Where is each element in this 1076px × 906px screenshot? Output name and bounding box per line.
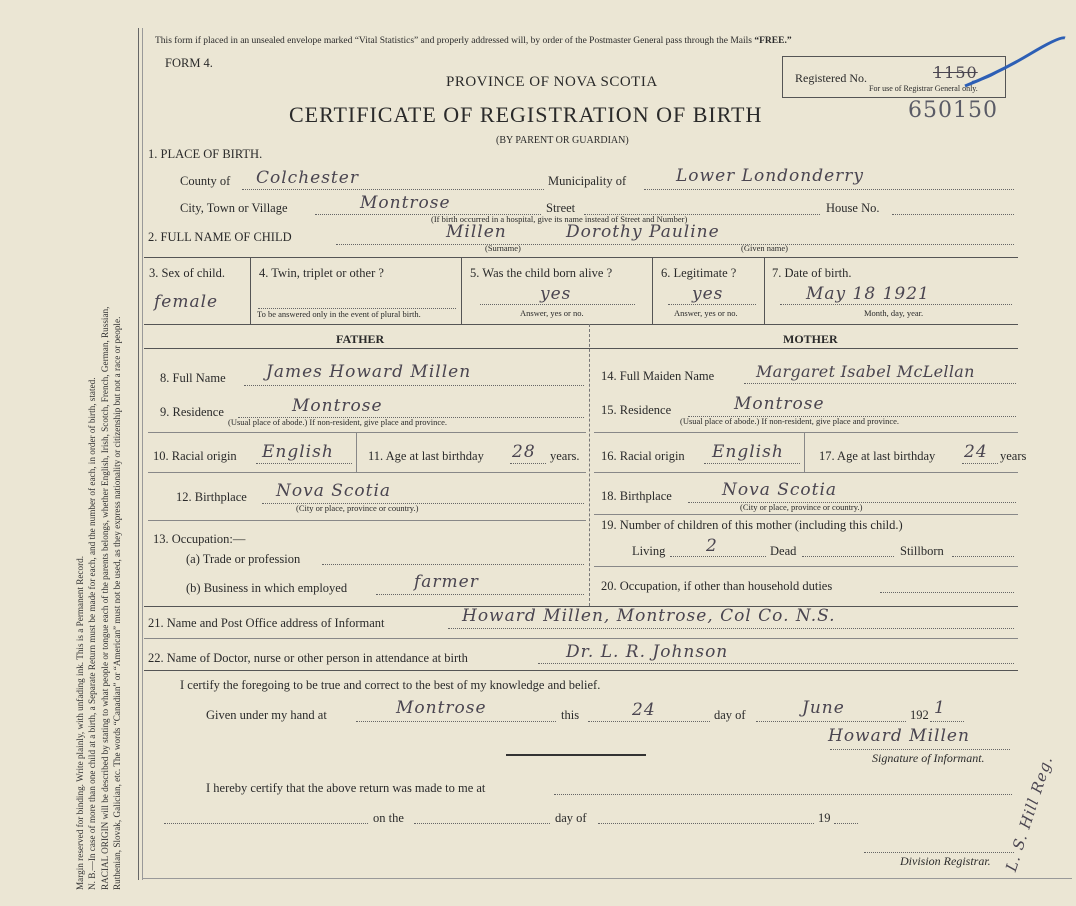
dead-label: Dead [770, 544, 797, 558]
mother-occupation-line [880, 592, 1014, 593]
day-line [588, 721, 710, 722]
father-age-label: 11. Age at last birthday [368, 449, 484, 463]
municipality-line [644, 189, 1014, 190]
on-the-label: on the [373, 811, 404, 825]
col-divider-1 [250, 257, 251, 324]
county-value: Colchester [256, 168, 359, 188]
father-row-line-2 [148, 472, 586, 473]
mother-age-label: 17. Age at last birthday [819, 449, 936, 463]
doctor-line [538, 663, 1014, 664]
informant-signature: Howard Millen [828, 726, 970, 746]
mother-row-line-1 [594, 432, 1018, 433]
mother-heading: MOTHER [783, 332, 838, 346]
informant-line [448, 628, 1014, 629]
stamped-number: 650150 [908, 98, 998, 123]
county-label: County of [180, 174, 231, 188]
mother-birthplace-caption: (City or place, province or country.) [740, 502, 863, 512]
father-name-value: James Howard Millen [266, 362, 472, 382]
certificate-title: CERTIFICATE OF REGISTRATION OF BIRTH [289, 102, 763, 127]
father-birthplace-caption: (City or place, province or country.) [296, 503, 419, 513]
mother-name-line [744, 383, 1016, 384]
mother-race-value: English [712, 442, 784, 462]
mother-birthplace-label: 18. Birthplace [601, 489, 672, 503]
parents-divider [589, 324, 590, 606]
father-race-value: English [262, 442, 334, 462]
registrar-month-line [598, 823, 814, 824]
margin-line-2: N. B.—In case of more than one child at a birth, a Separate Return must be made for each, and the number of each, in order of birth, stated. [87, 377, 98, 890]
father-business-value: farmer [414, 572, 479, 592]
living-line [670, 556, 766, 557]
legitimate-value: yes [692, 284, 724, 304]
registrar-place-line [554, 794, 1012, 795]
province-heading: PROVINCE OF NOVA SCOTIA [446, 74, 658, 90]
father-birthplace-value: Nova Scotia [276, 481, 392, 501]
year-suffix: 1 [934, 698, 946, 718]
mother-residence-value: Montrose [734, 394, 825, 414]
child-name-line [336, 244, 1014, 245]
county-line [242, 189, 544, 190]
city-label: City, Town or Village [180, 201, 288, 215]
registrar-use-note: For use of Registrar General only. [869, 84, 978, 93]
registrar-initials: L. S. Hill Reg. [1002, 753, 1057, 874]
father-age-value: 28 [512, 442, 536, 462]
date-of-birth-line [780, 304, 1012, 305]
stillborn-label: Stillborn [900, 544, 944, 558]
mother-residence-label: 15. Residence [601, 403, 672, 417]
mother-birthplace-value: Nova Scotia [722, 480, 838, 500]
year-line [930, 721, 964, 722]
legitimate-label: 6. Legitimate ? [661, 266, 737, 280]
father-heading: FATHER [336, 332, 385, 346]
registrar-caption: Division Registrar. [900, 854, 991, 868]
mother-age-value: 24 [964, 442, 988, 462]
row-bottom-border [144, 324, 1018, 325]
father-name-label: 8. Full Name [160, 371, 226, 385]
house-line [892, 214, 1014, 215]
mail-notice: This form if placed in an unsealed envelope marked “Vital Statistics” and properly addressed will, by order of the Postmaster General pass through the Mails “FREE.” [155, 36, 792, 46]
mother-race-divider [804, 432, 805, 472]
mother-residence-caption: (Usual place of abode.) If non-resident, give place and province. [680, 416, 900, 426]
day-of-label: day of [714, 708, 746, 722]
father-trade-label: (a) Trade or profession [186, 552, 301, 566]
separator-rule [506, 754, 646, 756]
hospital-note: (If birth occurred in a hospital, give its name instead of Street and Number) [431, 214, 688, 224]
registered-label: Registered No. [795, 71, 867, 85]
city-value: Montrose [360, 193, 451, 213]
mother-children-label: 19. Number of children of this mother (including this child.) [601, 518, 903, 532]
mother-race-label: 16. Racial origin [601, 449, 685, 463]
bottom-border [142, 878, 1072, 879]
father-race-label: 10. Racial origin [153, 449, 237, 463]
living-value: 2 [706, 536, 718, 556]
child-name-label: 2. FULL NAME OF CHILD [148, 230, 292, 244]
left-border [138, 28, 139, 880]
form-number: FORM 4. [165, 56, 213, 70]
registered-value: 1150 [933, 63, 978, 82]
margin-notes [74, 20, 123, 890]
father-occupation-label: 13. Occupation:— [153, 532, 246, 546]
blue-check-mark [960, 34, 1070, 94]
informant-mid-line [144, 638, 1018, 639]
certificate-subtitle: (BY PARENT OR GUARDIAN) [496, 135, 629, 146]
stillborn-line [952, 556, 1014, 557]
mother-occupation-label: 20. Occupation, if other than household duties [601, 579, 833, 593]
mother-row-line-2 [594, 472, 1018, 473]
place-of-birth-heading: 1. PLACE OF BIRTH. [148, 147, 263, 161]
twin-label: 4. Twin, triplet or other ? [259, 266, 384, 280]
certify-statement: I certify the foregoing to be true and correct to the best of my knowledge and belief. [180, 678, 601, 692]
parents-header-line [144, 348, 1018, 349]
surname-caption: (Surname) [485, 243, 521, 253]
given-place-value: Montrose [396, 698, 487, 718]
father-birthplace-label: 12. Birthplace [176, 490, 247, 504]
house-label: House No. [826, 201, 880, 215]
street-label: Street [546, 201, 576, 215]
mother-age-line [962, 463, 998, 464]
father-residence-value: Montrose [292, 396, 383, 416]
mother-race-line [704, 463, 800, 464]
legitimate-caption: Answer, yes or no. [674, 308, 738, 318]
day-value: 24 [632, 700, 656, 720]
registrar-year-line [834, 823, 858, 824]
col-divider-3 [652, 257, 653, 324]
free-label: “FREE.” [754, 36, 792, 46]
doctor-label: 22. Name of Doctor, nurse or other person in attendance at birth [148, 651, 468, 665]
father-residence-caption: (Usual place of abode.) If non-resident, give place and province. [228, 417, 448, 427]
this-label: this [561, 708, 580, 722]
date-of-birth-value: May 18 1921 [806, 284, 930, 304]
mother-name-value: Margaret Isabel McLellan [756, 362, 975, 381]
father-race-divider [356, 432, 357, 472]
registrar-certify: I hereby certify that the above return was made to me at [206, 781, 486, 795]
father-age-line [510, 463, 546, 464]
father-residence-label: 9. Residence [160, 405, 224, 419]
municipality-label: Municipality of [548, 174, 627, 188]
left-border-inner [142, 28, 143, 880]
year-prefix: 192 [910, 708, 929, 722]
mother-row-line-4 [594, 566, 1018, 567]
registrar-day-line [414, 823, 550, 824]
twin-note: To be answered only in the event of plural birth. [257, 309, 421, 319]
registrar-day-of-label: day of [555, 811, 587, 825]
registrar-year-label: 19 [818, 811, 831, 825]
child-surname: Millen [446, 222, 507, 242]
date-of-birth-caption: Month, day, year. [864, 308, 924, 318]
born-alive-line [480, 304, 635, 305]
dead-line [802, 556, 894, 557]
father-row-line-3 [148, 520, 586, 521]
born-alive-label: 5. Was the child born alive ? [470, 266, 613, 280]
given-name-caption: (Given name) [741, 243, 788, 253]
margin-line-1: Margin reserved for binding. Write plainly, with unfading ink. This is a Permanent Record. [75, 555, 85, 890]
born-alive-value: yes [540, 284, 572, 304]
margin-line-4: Ruthenian, Slovak, Galician, etc. The words “Canadian” or “American” must not be used, as they express nationality or citizenship but not a race or people. [111, 316, 122, 890]
registrar-line-a [164, 823, 368, 824]
row-top-border [144, 257, 1018, 258]
legitimate-line [668, 304, 756, 305]
col-divider-2 [461, 257, 462, 324]
father-row-line-1 [148, 432, 586, 433]
father-years: years. [550, 449, 580, 463]
month-value: June [802, 698, 845, 718]
father-trade-line [322, 564, 584, 565]
date-of-birth-label: 7. Date of birth. [772, 266, 852, 280]
living-label: Living [632, 544, 666, 558]
municipality-value: Lower Londonderry [676, 166, 865, 186]
sex-label: 3. Sex of child. [149, 266, 226, 280]
mother-name-label: 14. Full Maiden Name [601, 369, 715, 383]
doctor-value: Dr. L. R. Johnson [566, 642, 729, 662]
informant-value: Howard Millen, Montrose, Col Co. N.S. [462, 606, 836, 626]
child-given-name: Dorothy Pauline [566, 222, 720, 242]
mother-years: years [1000, 449, 1027, 463]
certify-top-line [144, 670, 1018, 671]
signature-line [830, 749, 1010, 750]
father-name-line [244, 385, 584, 386]
informant-label: 21. Name and Post Office address of Informant [148, 616, 385, 630]
margin-line-3: RACIAL ORIGIN will be described by stating to what people or tongue each of the parents belongs, whether English, Irish, Scotch, French, German, Russian, [99, 306, 110, 890]
col-divider-4 [764, 257, 765, 324]
given-place-line [356, 721, 556, 722]
born-alive-caption: Answer, yes or no. [520, 308, 584, 318]
registrar-signature-line [864, 852, 1014, 853]
father-race-line [256, 463, 352, 464]
sex-value: female [154, 292, 219, 312]
father-business-label: (b) Business in which employed [186, 581, 348, 595]
given-under-label: Given under my hand at [206, 708, 327, 722]
signature-caption: Signature of Informant. [872, 751, 985, 765]
mother-row-line-3 [594, 514, 1018, 515]
father-business-line [376, 594, 584, 595]
month-line [756, 721, 906, 722]
